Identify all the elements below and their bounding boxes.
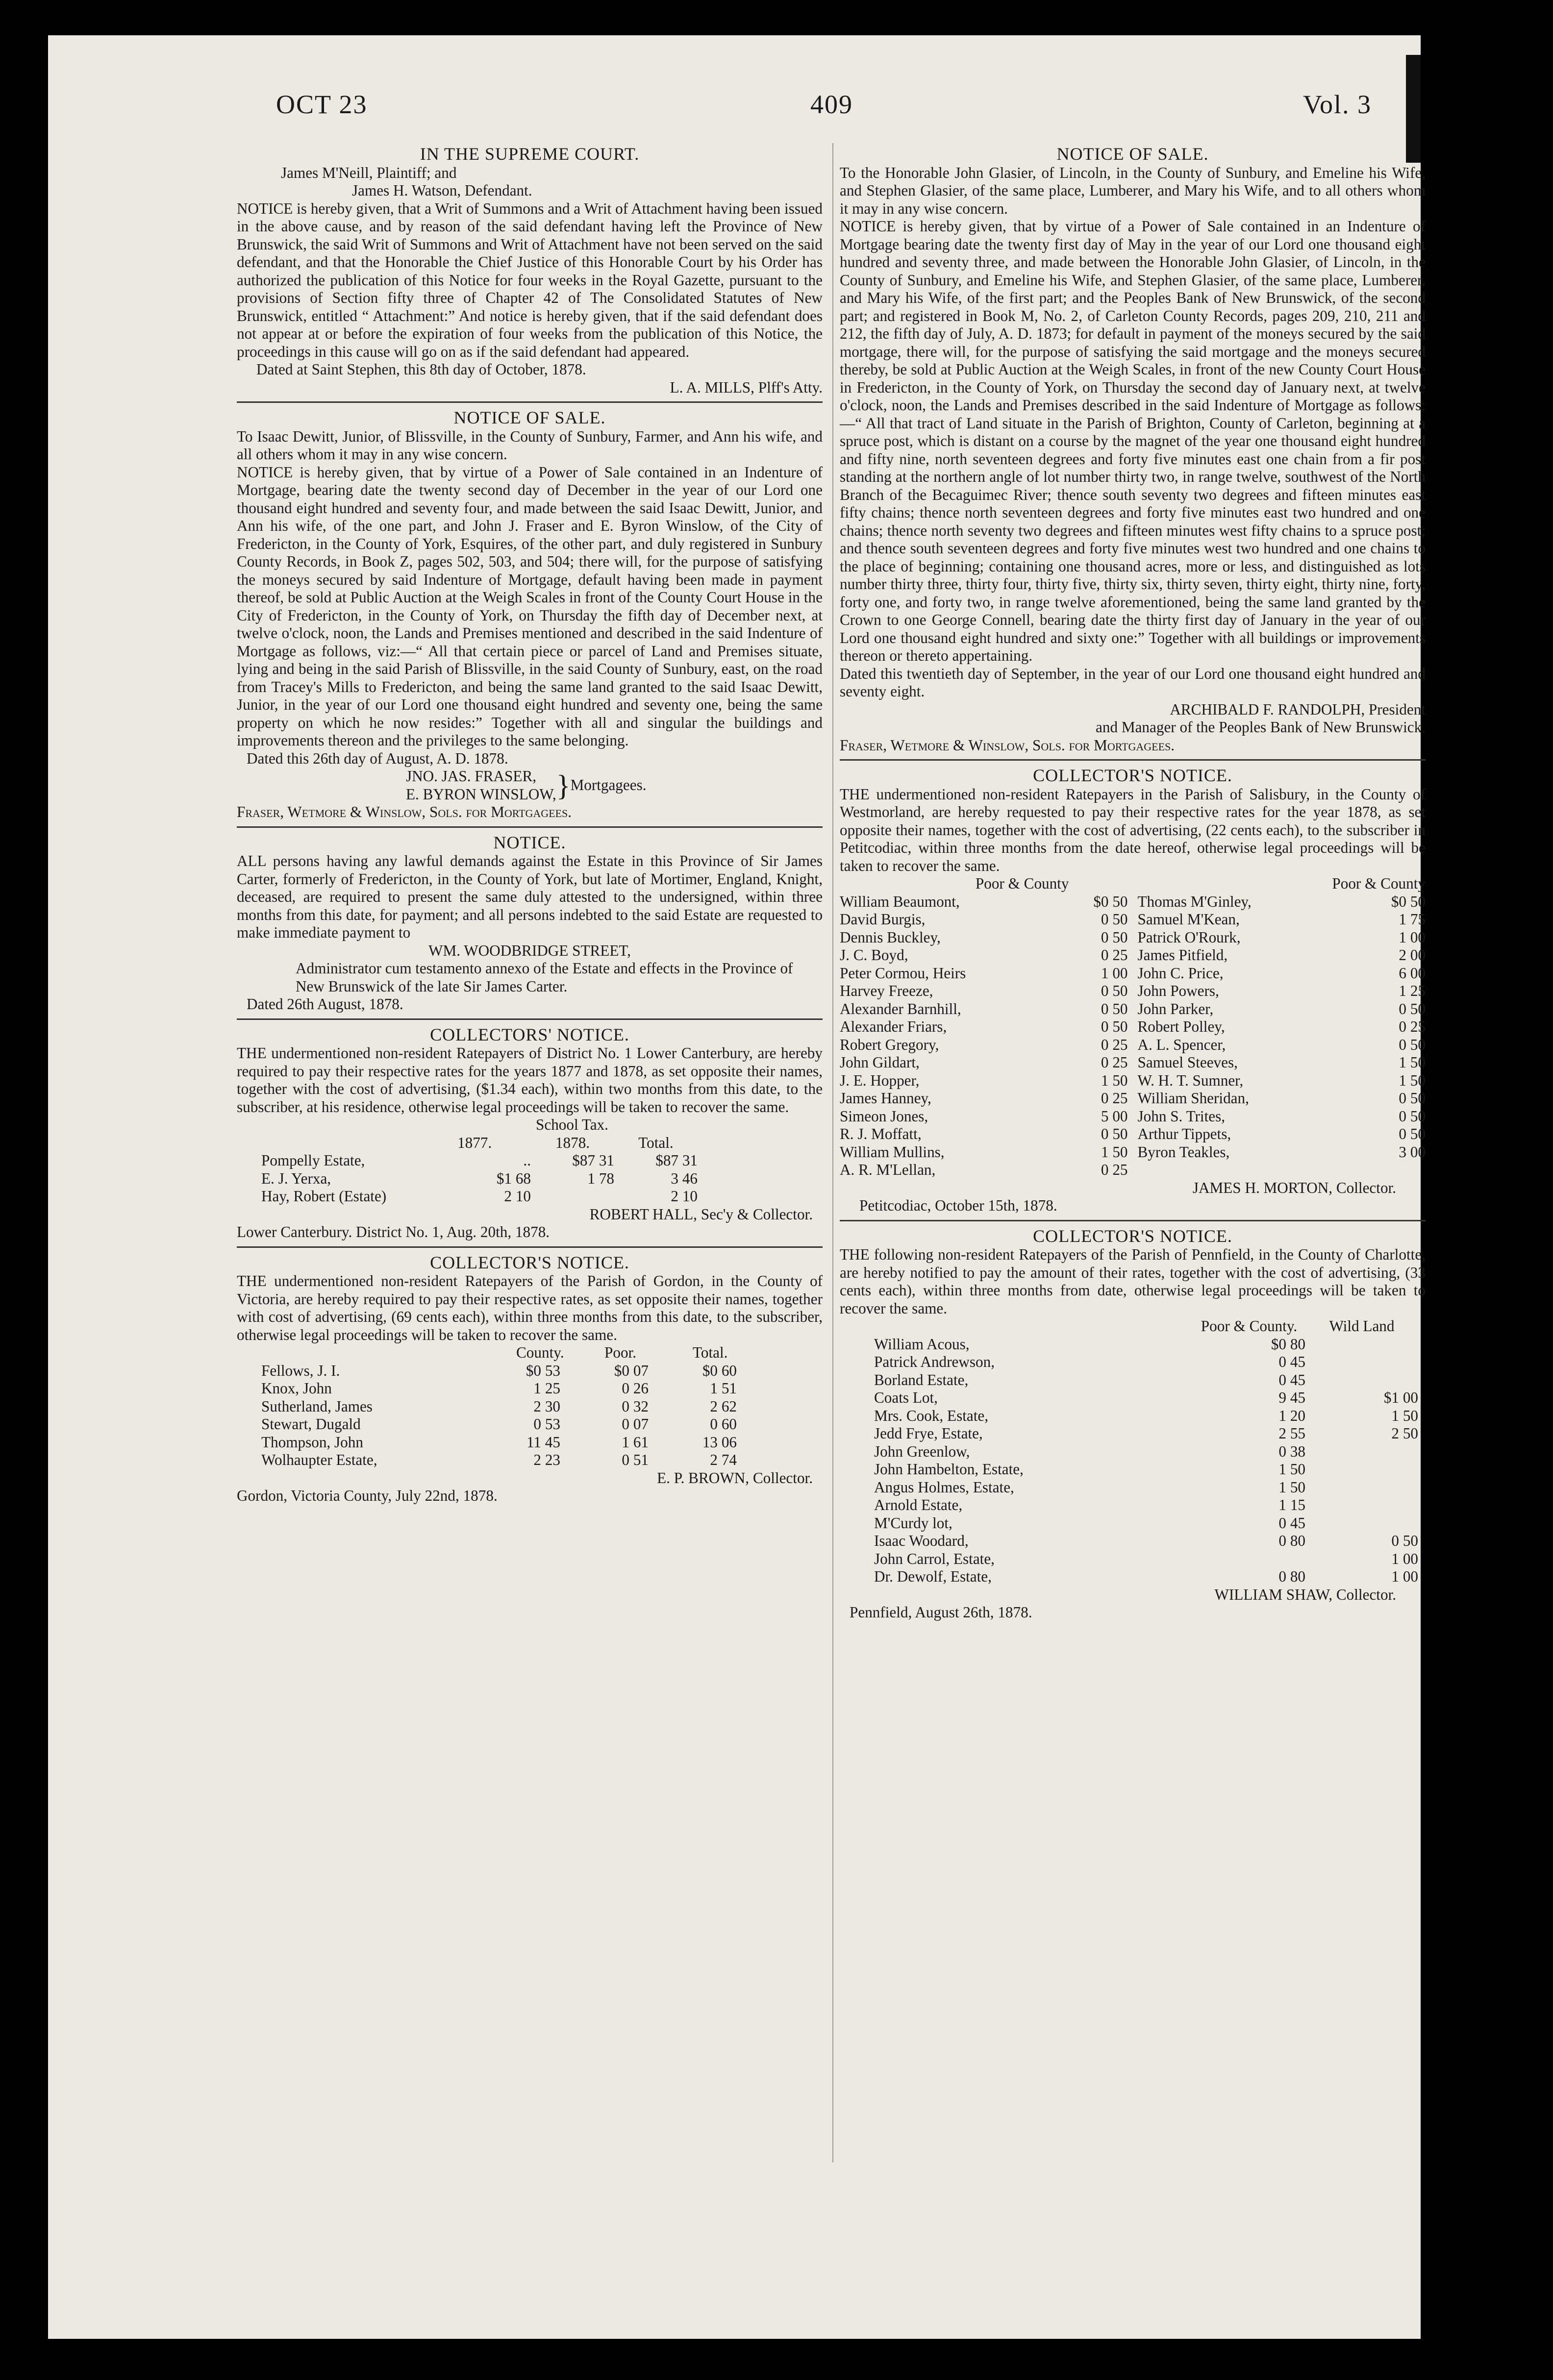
row-name: John C. Price, <box>1137 964 1224 982</box>
row-name: Borland Estate, <box>874 1371 969 1388</box>
table-row <box>840 1532 1426 1550</box>
col-1877: 1877. <box>457 1134 492 1151</box>
page-number: 409 <box>810 90 853 119</box>
brace-glyph: } <box>556 769 571 802</box>
row-name: Robert Polley, <box>1137 1018 1225 1035</box>
column-divider <box>832 143 833 2162</box>
col-county: County. <box>516 1344 564 1361</box>
row-value: 0 50 <box>1399 1107 1426 1125</box>
table-row <box>840 1072 1128 1090</box>
canterbury-tax-head: School Tax. <box>536 1116 608 1133</box>
divider <box>237 826 823 828</box>
pennfield-place: Pennfield, August 26th, 1878. <box>850 1604 1032 1621</box>
notice-title: NOTICE. <box>493 832 566 852</box>
table-row <box>1138 911 1426 929</box>
row-value: $1 00 <box>1383 1389 1418 1406</box>
row-value: 1 61 <box>622 1433 649 1451</box>
row-value <box>1305 1461 1418 1479</box>
col-total: Total. <box>693 1344 728 1361</box>
pennfield-body: THE following non-resident Ratepayers of the Parish of Pennfield, in the County of Charlotte, are hereby notified to pay the amount of their rates, together with the cost of advertising, (33 cents each), within three months from date, otherwise legal proceedings will be taken to recover the same. <box>840 1246 1426 1317</box>
row-name: Arthur Tippets, <box>1137 1125 1231 1142</box>
row-name: E. J. Yerxa, <box>261 1169 331 1187</box>
table-row <box>840 1036 1128 1054</box>
row-name: John Hambelton, Estate, <box>874 1461 1024 1478</box>
table-row <box>1138 1125 1426 1143</box>
row-name: J. E. Hopper, <box>840 1071 920 1089</box>
canterbury-place: Lower Canterbury. District No. 1, Aug. 20th, 1878. <box>237 1223 550 1240</box>
sale-address: To Isaac Dewitt, Junior, of Blissville, in the County of Sunbury, Farmer, and Ann his wife, and all others whom it may in any wise concern. <box>237 427 823 463</box>
row-value: 0 50 <box>1101 1125 1128 1142</box>
row-value: 2 10 <box>504 1188 531 1205</box>
row-name: Knox, John <box>261 1380 332 1397</box>
row-name: Angus Holmes, Estate, <box>874 1478 1014 1496</box>
row-name: William Acous, <box>874 1335 970 1353</box>
col-poor-county: Poor & County. <box>1201 1317 1298 1335</box>
row-value: $1 68 <box>496 1169 531 1187</box>
supreme-party-2: James H. Watson, Defendant. <box>352 182 532 199</box>
table-row <box>840 1090 1128 1108</box>
row-name: Thompson, John <box>261 1433 363 1451</box>
row-value: 1 75 <box>1399 911 1426 928</box>
salisbury-body: THE undermentioned non-resident Ratepayers in the Parish of Salisbury, in the County of Westmorland, are hereby requested to pay their respective rates for the year 1878, as set opposite their names, together with the cost of advertising, (22 cents each), to the subscriber in Petitcodiac, within three months from the date hereof, otherwise legal proceedings will be taken to recover the same. <box>840 785 1426 874</box>
row-name: A. R. M'Lellan, <box>840 1161 936 1178</box>
salisbury-list-left <box>840 893 1128 1179</box>
row-name: Simeon Jones, <box>840 1107 928 1125</box>
row-value: 0 50 <box>1399 1125 1426 1142</box>
row-value: 0 25 <box>1101 946 1128 964</box>
row-value: 0 50 <box>1101 928 1128 946</box>
table-row <box>237 1451 823 1469</box>
supreme-title: IN THE SUPREME COURT. <box>420 144 640 164</box>
row-value: 0 07 <box>622 1415 649 1433</box>
divider <box>237 401 823 403</box>
gordon-signature: E. P. BROWN, Collector. <box>657 1469 813 1487</box>
row-value: 11 45 <box>526 1433 560 1451</box>
table-row <box>237 1188 823 1206</box>
salisbury-notice <box>840 767 1426 1215</box>
sale-role: Mortgagees. <box>570 776 647 794</box>
table-row <box>840 1568 1426 1586</box>
row-value: 0 50 <box>1399 1036 1426 1053</box>
row-name: R. J. Moffatt, <box>840 1125 922 1142</box>
row-name: Arnold Estate, <box>874 1496 963 1513</box>
row-value: 1 20 <box>1278 1407 1305 1424</box>
gordon-notice <box>237 1254 823 1505</box>
table-row <box>840 1000 1128 1018</box>
supreme-party-1: James M'Neill, Plaintiff; and <box>281 164 457 181</box>
row-value: 1 50 <box>1101 1071 1128 1089</box>
table-row <box>1138 1054 1426 1072</box>
row-value: 0 80 <box>1278 1568 1305 1585</box>
row-name: Isaac Woodard, <box>874 1532 969 1549</box>
row-name: Wolhaupter Estate, <box>261 1451 377 1468</box>
row-value: $0 07 <box>614 1362 649 1379</box>
row-name: Patrick Andrewson, <box>874 1353 995 1370</box>
table-row <box>840 911 1128 929</box>
row-value: 0 25 <box>1101 1036 1128 1053</box>
table-row <box>840 1389 1426 1407</box>
row-value: 0 50 <box>1101 1000 1128 1017</box>
row-value: 2 74 <box>710 1451 737 1468</box>
table-row <box>840 1108 1128 1126</box>
row-value: .. <box>523 1152 531 1169</box>
row-value: 1 00 <box>1101 964 1128 982</box>
salisbury-head-right: Poor & County <box>1332 875 1426 892</box>
pennfield-notice <box>840 1227 1426 1622</box>
divider <box>840 1220 1426 1221</box>
row-value <box>1207 1550 1305 1568</box>
table-row <box>840 929 1128 947</box>
row-value <box>1305 1336 1418 1354</box>
row-value: 1 25 <box>1399 982 1426 999</box>
row-name: Pompelly Estate, <box>261 1152 365 1169</box>
salisbury-columns <box>840 875 1426 1179</box>
sale2-solicitors: Fraser, Wetmore & Winslow, Sols. for Mortgagees. <box>840 736 1175 754</box>
row-value: 0 50 <box>1391 1532 1418 1549</box>
row-name: Jedd Frye, Estate, <box>874 1425 983 1442</box>
row-value: 2 10 <box>671 1188 698 1205</box>
col-poor: Poor. <box>604 1344 636 1361</box>
table-row <box>840 893 1128 911</box>
salisbury-place: Petitcodiac, October 15th, 1878. <box>859 1197 1057 1214</box>
row-value: 13 06 <box>702 1433 737 1451</box>
row-value: 2 00 <box>1399 946 1426 964</box>
sale-solicitors: Fraser, Wetmore & Winslow, Sols. for Mortgagees. <box>237 803 572 820</box>
pennfield-signature: WILLIAM SHAW, Collector. <box>1214 1586 1396 1603</box>
salisbury-head-left: Poor & County <box>975 875 1069 892</box>
row-name: Alexander Barnhill, <box>840 1000 961 1017</box>
row-value: 0 80 <box>1278 1532 1305 1549</box>
table-row <box>1138 982 1426 1000</box>
row-value: 0 25 <box>1101 1090 1128 1107</box>
table-row <box>1138 1072 1426 1090</box>
row-name: Byron Teakles, <box>1137 1143 1230 1161</box>
row-value <box>531 1188 614 1206</box>
row-value: 0 26 <box>622 1380 649 1397</box>
row-value: 2 30 <box>533 1397 560 1415</box>
table-row <box>1138 965 1426 983</box>
row-name: Thomas M'Ginley, <box>1137 892 1252 910</box>
row-value: 0 53 <box>533 1415 560 1433</box>
row-value: $0 80 <box>1271 1335 1305 1353</box>
pennfield-title: COLLECTOR'S NOTICE. <box>1033 1226 1232 1246</box>
notice-signature: WM. WOODBRIDGE STREET, <box>428 942 631 959</box>
sale2-role: and Manager of the Peoples Bank of New Brunswick. <box>1096 719 1426 736</box>
row-value: $0 50 <box>1391 892 1426 910</box>
row-name: William Sheridan, <box>1137 1090 1249 1107</box>
row-value: 1 00 <box>1391 1550 1418 1567</box>
row-value: 0 50 <box>1101 911 1128 928</box>
divider <box>237 1018 823 1020</box>
row-name: John Carrol, Estate, <box>874 1550 995 1567</box>
row-value: $87 31 <box>572 1152 614 1169</box>
sale2-title: NOTICE OF SALE. <box>1056 144 1209 164</box>
salisbury-signature: JAMES H. MORTON, Collector. <box>1192 1179 1396 1196</box>
row-value <box>1305 1353 1418 1371</box>
gordon-title: COLLECTOR'S NOTICE. <box>430 1252 629 1272</box>
row-name: Peter Cormou, Heirs <box>840 964 966 982</box>
table-row <box>237 1415 823 1434</box>
gordon-body: THE undermentioned non-resident Ratepayers of the Parish of Gordon, in the County of Victoria, are hereby required to pay their respective rates, as set opposite their names, together with cost of advertising, (69 cents each), within three months from this date, to the subscriber, otherwise legal proceedings will be taken to recover the same. <box>237 1272 823 1343</box>
row-value: 0 50 <box>1101 1018 1128 1035</box>
row-value: 1 51 <box>710 1380 737 1397</box>
row-name: Harvey Freeze, <box>840 982 933 999</box>
left-column <box>237 143 823 1505</box>
row-value: 0 51 <box>622 1451 649 1468</box>
divider <box>237 1246 823 1248</box>
table-row <box>1138 1018 1426 1036</box>
table-row <box>1138 1090 1426 1108</box>
newspaper-page <box>48 35 1426 2339</box>
table-row <box>840 965 1128 983</box>
row-value <box>1305 1443 1418 1461</box>
row-name: A. L. Spencer, <box>1137 1036 1226 1053</box>
supreme-court-notice <box>237 145 823 397</box>
table-row <box>840 1125 1128 1143</box>
row-name: Fellows, J. I. <box>261 1362 340 1379</box>
table-row <box>840 1443 1426 1461</box>
table-row <box>237 1398 823 1416</box>
row-name: Robert Gregory, <box>840 1036 939 1053</box>
salisbury-title: COLLECTOR'S NOTICE. <box>1033 766 1232 785</box>
row-value: 1 50 <box>1399 1054 1426 1071</box>
table-row <box>840 1407 1426 1425</box>
row-value: 1 50 <box>1101 1143 1128 1161</box>
row-value: $87 31 <box>655 1152 698 1169</box>
table-row <box>1138 946 1426 965</box>
row-name: Samuel Steeves, <box>1137 1054 1238 1071</box>
row-value: 3 00 <box>1399 1143 1426 1161</box>
right-column <box>840 143 1426 1622</box>
sale-title: NOTICE OF SALE. <box>453 408 606 427</box>
canterbury-body: THE undermentioned non-resident Ratepayers of District No. 1 Lower Canterbury, are hereby required to pay their respective rates for the years 1877 and 1878, as set opposite their names, together with the cost of advertising, ($1.34 each), within two months from this date, to the subscriber, at his residence, otherwise legal proceedings will be taken to recover the same. <box>237 1044 823 1116</box>
table-row <box>1138 1000 1426 1018</box>
gordon-table <box>237 1362 823 1469</box>
row-value: 0 25 <box>1399 1018 1426 1035</box>
row-value: 0 32 <box>622 1397 649 1415</box>
row-name: William Beaumont, <box>840 892 960 910</box>
row-value <box>1305 1479 1418 1497</box>
row-value: 9 45 <box>1278 1389 1305 1406</box>
sale-sig-2: E. BYRON WINSLOW, <box>406 785 556 803</box>
sale-dated: Dated this 26th day of August, A. D. 1878. <box>247 749 508 767</box>
sale-signatures <box>237 768 823 803</box>
row-value <box>1305 1371 1418 1389</box>
row-name: J. C. Boyd, <box>840 946 908 964</box>
canterbury-col-head <box>237 1134 823 1152</box>
row-value: 0 45 <box>1278 1514 1305 1532</box>
table-row <box>840 1143 1128 1162</box>
gordon-place: Gordon, Victoria County, July 22nd, 1878. <box>237 1487 498 1504</box>
row-name: M'Curdy lot, <box>874 1514 952 1532</box>
canterbury-notice <box>237 1026 823 1241</box>
notice-body: ALL persons having any lawful demands against the Estate in this Province of Sir James Carter, formerly of Fredericton, in the County of York, but late of Mortimer, England, Knight, deceased, are required to present the same duly attested to the undersigned, within three months from this date, for payment; and all persons indebted to the said Estate are requested to make immediate payment to <box>237 852 823 941</box>
row-value: 0 50 <box>1399 1090 1426 1107</box>
table-row <box>840 1425 1426 1443</box>
row-value: $0 60 <box>702 1362 737 1379</box>
volume-label: Vol. 3 <box>1303 90 1372 119</box>
table-row <box>840 1018 1128 1036</box>
canterbury-table <box>237 1152 823 1206</box>
notice-admin: Administrator cum testamento annexo of the Estate and effects in the Province of New Brunswick of the late Sir James Carter. <box>296 960 793 995</box>
table-row <box>840 1514 1426 1533</box>
pennfield-table <box>840 1336 1426 1586</box>
row-value: 1 25 <box>533 1380 560 1397</box>
table-row <box>1138 1108 1426 1126</box>
row-value: 0 45 <box>1278 1371 1305 1388</box>
salisbury-list-right <box>1138 893 1426 1162</box>
row-name: Hay, Robert (Estate) <box>261 1188 387 1205</box>
row-name: William Mullins, <box>840 1143 945 1161</box>
row-value: $0 50 <box>1093 892 1128 910</box>
row-value: 0 25 <box>1101 1054 1128 1071</box>
row-name: Samuel M'Kean, <box>1137 911 1240 928</box>
row-value: 3 46 <box>671 1169 698 1187</box>
table-row <box>237 1434 823 1452</box>
row-name: John Greenlow, <box>874 1442 970 1460</box>
row-value: 6 00 <box>1399 964 1426 982</box>
row-name: W. H. T. Sumner, <box>1137 1071 1244 1089</box>
sale-sig-1: JNO. JAS. FRASER, <box>406 768 537 785</box>
row-value: 0 50 <box>1101 982 1128 999</box>
row-value: 5 00 <box>1101 1107 1128 1125</box>
row-name: John Powers, <box>1137 982 1219 999</box>
table-row <box>840 982 1128 1000</box>
table-row <box>1138 929 1426 947</box>
row-value: 1 50 <box>1278 1461 1305 1478</box>
carter-estate-notice <box>237 834 823 1014</box>
pennfield-col-head <box>840 1317 1426 1336</box>
sale-body: NOTICE is hereby given, that by virtue of a Power of Sale contained in an Indenture of Mortgage, bearing date the twenty second day of December in the year of our Lord one thousand eight hundred and seventy four, and made between the said Isaac Dewitt, Junior, and Ann his wife, of the one part, and John J. Fraser and E. Byron Winslow, of the City of Fredericton, in the County of York, Esquires, of the other part, and duly registered in Sunbury County Records, in Book Z, pages 502, 503, and 504; there will, for the purpose of satisfying the moneys secured by said Indenture of Mortgage, default having been made in payment thereof, be sold at Public Auction at the Weigh Scales in front of the County Court House in the City of Fredericton, in the County of York, on Thursday the fifth day of December next, at twelve o'clock, noon, the Lands and Premises mentioned and described in the said Indenture of Mortgage as follows, viz:—“ All that certain piece or parcel of Land and Premises situate, lying and being in the said Parish of Blissville, in the said County of Sunbury, east, on the road from Tracey's Mills to Fredericton, and being the same land granted to the said Isaac Dewitt, Junior, in the year of our Lord one thousand eight hundred and seventy one, being the same property on which he now resides:” Together with all and singular the buildings and improvements thereon and the privileges to the same belonging. <box>237 463 823 749</box>
sale2-body: NOTICE is hereby given, that by virtue of a Power of Sale contained in an Indenture of Mortgage bearing date the twenty first day of May in the year of our Lord one thousand eight hundred and seventy three, and made between the Honorable John Glasier, of Lincoln, in the County of Sunbury, and Emeline his Wife, and Stephen Glasier, of the same place, Lumberer, and Mary his Wife, of the first part; and the Peoples Bank of New Brunswick, of the second part; and registered in Book M, No. 2, of Carleton County Records, pages 209, 210, 211 and 212, the fifth day of July, A. D. 1873; for default in payment of the moneys secured by the said mortgage, there will, for the purpose of satisfying the said mortgage and the moneys secured thereby, be sold at Public Auction at the Weigh Scales, in front of the new County Court House in Fredericton, in the County of York, on Thursday the second day of January next, at twelve o'clock, noon, the Lands and Premises described in the said Indenture of Mortgage as follows:—“ All that tract of Land situate in the Parish of Brighton, County of Carleton, beginning at a spruce post, which is distant on a course by the magnet of the year one thousand eight hundred and fifty nine, north seventeen degrees and forty five minutes east one chain from a fir post standing at the northern angle of lot number thirty two, in range twelve, southwest of the North Branch of the Becaguimec River; thence south seventy two degrees and fifteen minutes east fifty chains; thence north seventeen degrees and forty five minutes east two hundred and one chains; thence north seventy two degrees and fifteen minutes west fifty chains to a spruce post; and thence south seventeen degrees and forty five minutes west two hundred and one chains to the place of beginning; containing one thousand acres, more or less, and distinguished as lots number thirty three, thirty four, thirty five, thirty six, thirty seven, thirty eight, thirty nine, forty, forty one, and forty two, in range twelve aforementioned, being the same land granted by the Crown to one George Connell, bearing date the thirty first day of January in the year of our Lord one thousand eight hundred and sixty one:” Together with all buildings or improvements thereon or thereto appertaining. <box>840 218 1426 664</box>
sale-notice-glasier <box>840 145 1426 754</box>
canterbury-title: COLLECTORS' NOTICE. <box>430 1024 629 1044</box>
row-name: Alexander Friars, <box>840 1018 947 1035</box>
row-value: 2 50 <box>1391 1425 1418 1442</box>
row-value: 0 38 <box>1278 1442 1305 1460</box>
row-name: James Pitfield, <box>1137 946 1228 964</box>
row-value: 1 50 <box>1278 1478 1305 1496</box>
table-row <box>840 1461 1426 1479</box>
row-value: 1 00 <box>1399 928 1426 946</box>
row-value: 2 23 <box>533 1451 560 1468</box>
table-row <box>840 1479 1426 1497</box>
row-name: John Gildart, <box>840 1054 920 1071</box>
row-name: Patrick O'Rourk, <box>1137 928 1241 946</box>
canterbury-signature: ROBERT HALL, Sec'y & Collector. <box>589 1205 813 1223</box>
supreme-signature: L. A. MILLS, Plff's Atty. <box>670 378 823 396</box>
row-name: Sutherland, James <box>261 1397 373 1415</box>
notice-dated: Dated 26th August, 1878. <box>247 995 403 1013</box>
table-row <box>840 946 1128 965</box>
supreme-body: NOTICE is hereby given, that a Writ of Summons and a Writ of Attachment having been issued in the above cause, and by reason of the said defendant having left the Province of New Brunswick, the said Writ of Summons and Writ of Attachment have not been served on the said defendant, and that the Honorable the Chief Justice of this Honorable Court by his Order has authorized the publication of this Notice for four weeks in the Royal Gazette, pursuant to the provisions of Section fifty three of Chapter 42 of The Consolidated Statutes of New Brunswick, entitled “ Attachment:” And notice is hereby given, that if the said defendant does not appear at or before the expiration of four weeks from the publication of this Notice, the proceedings in this cause will go on as if the said defendant had appeared. <box>237 199 823 360</box>
row-value: 0 45 <box>1278 1353 1305 1370</box>
table-row <box>840 1161 1128 1179</box>
table-row <box>840 1336 1426 1354</box>
gordon-col-head <box>237 1344 823 1362</box>
row-name: Mrs. Cook, Estate, <box>874 1407 989 1424</box>
row-value: 1 50 <box>1391 1407 1418 1424</box>
row-value: 1 50 <box>1399 1071 1426 1089</box>
row-value: 2 62 <box>710 1397 737 1415</box>
col-total: Total. <box>638 1134 674 1151</box>
table-row <box>1138 1036 1426 1054</box>
supreme-dated: Dated at Saint Stephen, this 8th day of October, 1878. <box>256 361 586 378</box>
row-value: 0 25 <box>1101 1161 1128 1178</box>
table-row <box>1138 893 1426 911</box>
table-row <box>840 1054 1128 1072</box>
table-row <box>237 1152 823 1170</box>
sale2-signature: ARCHIBALD F. RANDOLPH, President <box>1170 700 1426 718</box>
row-value: 1 00 <box>1391 1568 1418 1585</box>
row-name: John Parker, <box>1137 1000 1214 1017</box>
table-row <box>840 1496 1426 1514</box>
row-value: 0 60 <box>710 1415 737 1433</box>
row-name: James Hanney, <box>840 1090 931 1107</box>
sale2-dated: Dated this twentieth day of September, in the year of our Lord one thousand eight hundred and seventy eight. <box>840 665 1426 700</box>
table-row <box>237 1380 823 1398</box>
table-row <box>237 1362 823 1380</box>
row-value: 2 55 <box>1278 1425 1305 1442</box>
row-name: Stewart, Dugald <box>261 1415 361 1433</box>
row-name: John S. Trites, <box>1137 1107 1226 1125</box>
table-row <box>840 1371 1426 1389</box>
sale-notice-dewitt <box>237 409 823 821</box>
table-row <box>840 1353 1426 1371</box>
row-value: $0 53 <box>526 1362 560 1379</box>
issue-date: OCT 23 <box>276 90 368 119</box>
sale2-address: To the Honorable John Glasier, of Lincoln, in the County of Sunbury, and Emeline his Wife, and Stephen Glasier, of the same place, Lumberer, and Mary his Wife, and to all others whom it may in any wise concern. <box>840 164 1426 217</box>
col-1878: 1878. <box>555 1134 590 1151</box>
row-name: David Burgis, <box>840 911 926 928</box>
col-wild-land: Wild Land <box>1329 1317 1395 1335</box>
row-name: Dr. Dewolf, Estate, <box>874 1568 992 1585</box>
row-value: 0 50 <box>1399 1000 1426 1017</box>
divider <box>840 759 1426 761</box>
row-value <box>1305 1496 1418 1514</box>
row-name: Coats Lot, <box>874 1389 938 1406</box>
row-value: 1 15 <box>1278 1496 1305 1513</box>
table-row <box>1138 1143 1426 1162</box>
table-row <box>840 1550 1426 1568</box>
row-value: 1 78 <box>587 1169 614 1187</box>
row-name: Dennis Buckley, <box>840 928 941 946</box>
table-row <box>237 1170 823 1188</box>
row-value <box>1305 1514 1418 1533</box>
